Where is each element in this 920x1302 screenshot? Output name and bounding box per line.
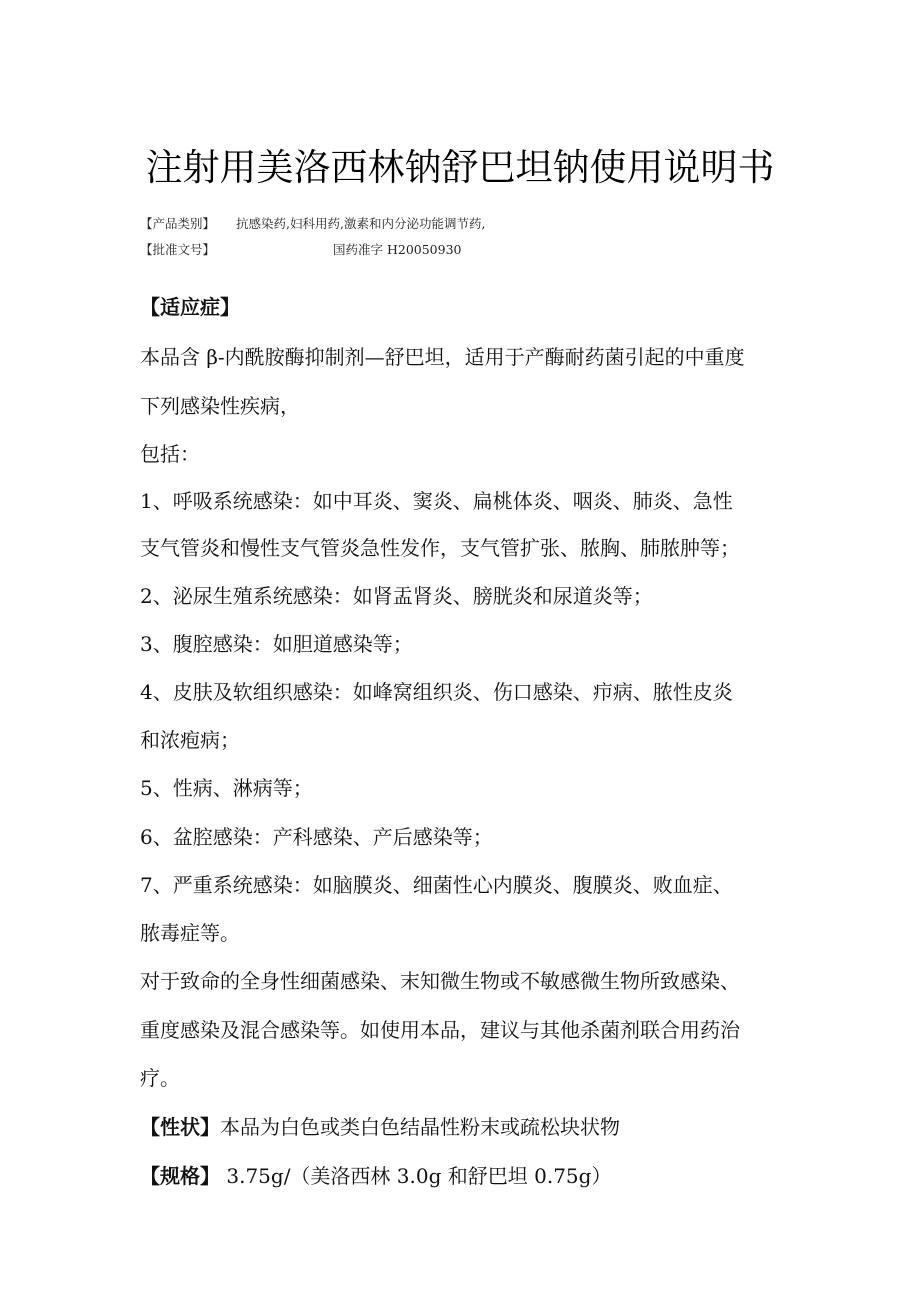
specification-row	[140, 1160, 611, 1189]
approval-number-value: 国药准字 H20050930	[333, 242, 462, 257]
specification-text: 3.75g/（美洛西林 3.0g 和舒巴坦 0.75g）	[220, 1164, 612, 1188]
approval-number-label: 【批准文号】	[140, 242, 216, 257]
indications-line: 3、腹腔感染：如胆道感染等；	[140, 632, 413, 656]
indications-heading: 【适应症】	[140, 295, 240, 319]
indications-line: 2、泌尿生殖系统感染：如肾盂肾炎、膀胱炎和尿道炎等；	[140, 584, 653, 608]
product-category-label: 【产品类别】	[140, 216, 216, 231]
indications-line: 下列感染性疾病，	[140, 394, 300, 418]
product-category-value: 抗感染药,妇科用药,激素和内分泌功能调节药,	[236, 216, 486, 231]
indications-line: 对于致命的全身性细菌感染、末知微生物或不敏感微生物所致感染、	[140, 969, 740, 993]
indications-line: 包括：	[140, 442, 200, 466]
indications-line: 和浓疱病；	[140, 728, 240, 752]
indications-line: 4、皮肤及软组织感染：如峰窝组织炎、伤口感染、疖病、脓性皮炎	[140, 680, 733, 704]
properties-heading: 【性状】	[140, 1115, 220, 1139]
properties-row	[140, 1111, 620, 1140]
indications-line: 1、呼吸系统感染：如中耳炎、窦炎、扁桃体炎、咽炎、肺炎、急性	[140, 489, 733, 513]
indications-line: 支气管炎和慢性支气管炎急性发作，支气管扩张、脓胸、肺脓肿等；	[140, 536, 740, 560]
indications-line: 疗。	[140, 1066, 180, 1090]
indications-line: 脓毒症等。	[140, 921, 240, 945]
indications-line: 6、盆腔感染：产科感染、产后感染等；	[140, 825, 493, 849]
indications-line: 本品含 β-内酰胺酶抑制剂—舒巴坦，适用于产酶耐药菌引起的中重度	[140, 345, 745, 369]
properties-text: 本品为白色或类白色结晶性粉末或疏松块状物	[220, 1115, 620, 1139]
document-title: 注射用美洛西林钠舒巴坦钠使用说明书	[145, 145, 775, 189]
approval-number-row	[140, 240, 462, 258]
indications-line: 7、严重系统感染：如脑膜炎、细菌性心内膜炎、腹膜炎、败血症、	[140, 873, 733, 897]
indications-line: 重度感染及混合感染等。如使用本品，建议与其他杀菌剂联合用药治	[140, 1018, 740, 1042]
product-category-row	[140, 214, 486, 232]
indications-line: 5、性病、淋病等；	[140, 776, 313, 800]
specification-heading: 【规格】	[140, 1164, 220, 1188]
